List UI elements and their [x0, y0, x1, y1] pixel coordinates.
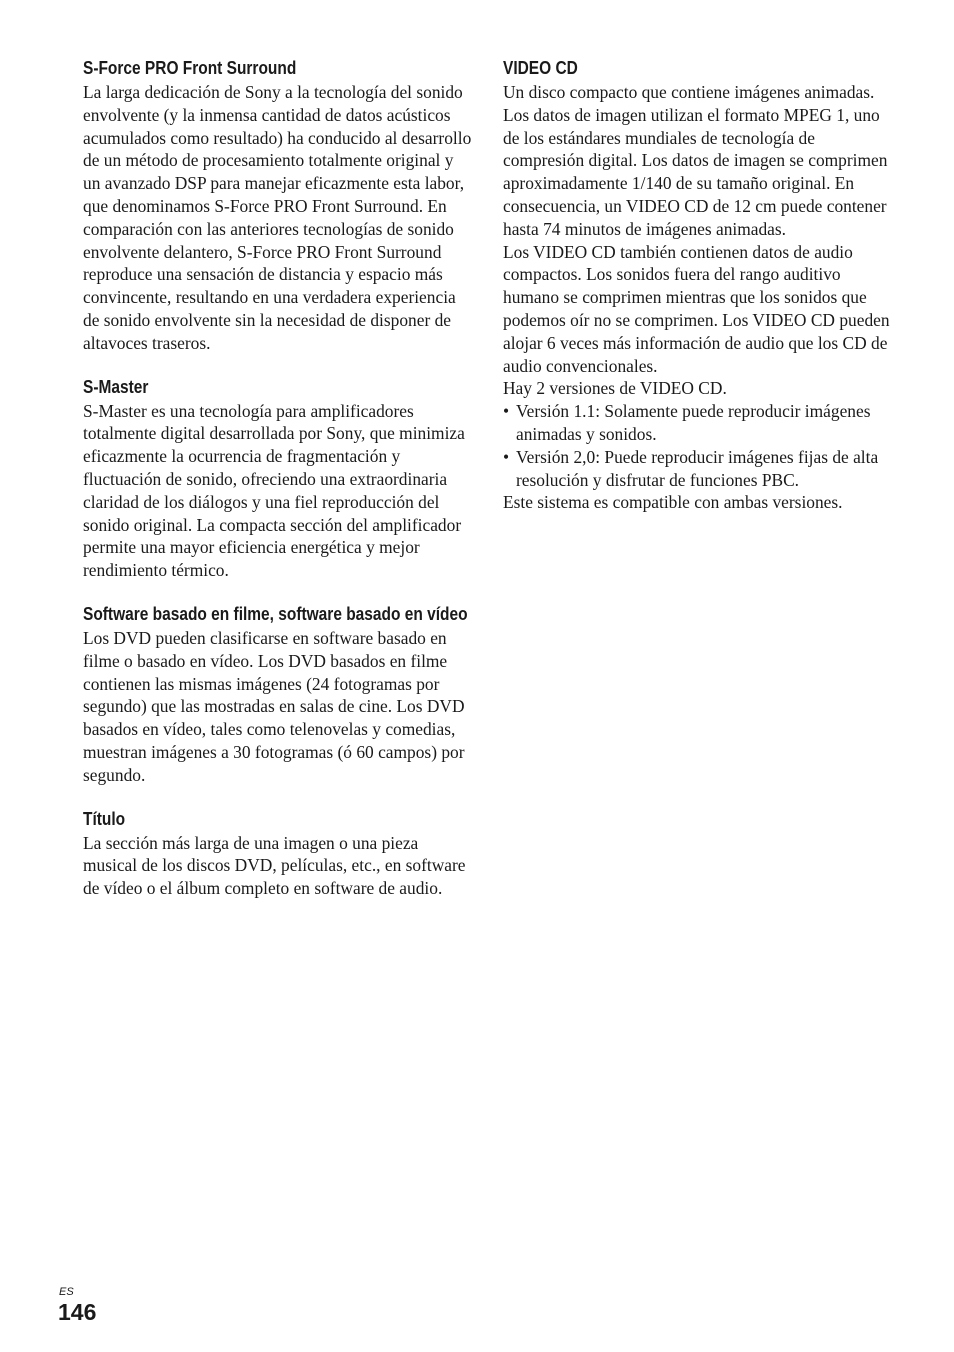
section-text: La sección más larga de una imagen o una pieza musical de los discos DVD, películas, etc., en software de vídeo o el álbum completo en software de audio. — [83, 832, 466, 899]
section-text: Un disco compacto que contiene imágenes animadas. — [503, 82, 875, 102]
section-text: Los VIDEO CD también contienen datos de audio compactos. Los sonidos fuera del rango auditivo humano se comprimen mientras que los sonidos que podemos oír no se comprimen. Los VIDEO CD pueden alojar 6 veces más información de audio que los CD de audio convencionales. — [503, 241, 890, 376]
section-text: Los datos de imagen utilizan el formato MPEG 1, uno de los estándares mundiales de tecnología de compresión digital. Los datos de imagen se comprimen aproximadamente 1/140 de su tamaño original. En consecuencia, un VIDEO CD de 12 cm puede contener hasta 74 minutos de imágenes animadas. — [503, 104, 888, 239]
section-sforce — [83, 56, 475, 355]
left-column — [83, 56, 475, 920]
section-heading: S-Force PRO Front Surround — [83, 58, 297, 78]
section-smaster — [83, 375, 475, 582]
section-text: Los DVD pueden clasificarse en software basado en filme o basado en vídeo. Los DVD basados en filme contienen las mismas imágenes (24 fotogramas por segundo) que las mostradas en salas de cine. Los DVD basados en vídeo, tales como telenovelas y comedias, muestran imágenes a 30 fotogramas (ó 60 campos) por segundo. — [83, 627, 465, 785]
section-heading: Software basado en filme, software basado en vídeo — [83, 603, 468, 624]
section-heading: VIDEO CD — [503, 58, 578, 78]
section-text: Este sistema es compatible con ambas versiones. — [503, 492, 843, 513]
page-number: 146 — [58, 1299, 97, 1325]
section-text: La larga dedicación de Sony a la tecnología del sonido envolvente (y la inmensa cantidad de datos acústicos acumulados como resultado) ha conducido al desarrollo de un método de procesamiento totalmente original y un avanzado DSP para manejar eficazmente esta labor, que denominamos S-Force PRO Front Surround. En comparación con las anteriores tecnologías de sonido envolvente delantero, S-Force PRO Front Surround reproduce una sensación de distancia y espacio más convincente, resultando en una verdadera experiencia de sonido envolvente sin la necesidad de disponer de altavoces traseros. — [83, 82, 472, 353]
section-text: Hay 2 versiones de VIDEO CD. — [503, 378, 727, 399]
section-heading: Título — [83, 808, 126, 829]
section-videocd — [503, 56, 895, 514]
section-heading: S-Master — [83, 376, 149, 397]
section-text: S-Master es una tecnología para amplificadores totalmente digital desarrollada por Sony, que minimiza eficazmente la ocurrencia de fragmentación y fluctuación de sonido, ofreciendo una extraordinaria claridad de los diálogos y una fiel reproducción del sonido original. La compacta sección del amplificador permite una mayor eficiencia energética y mejor rendimiento térmico. — [83, 400, 465, 581]
section-titulo — [83, 807, 475, 900]
section-software — [83, 602, 475, 787]
right-column — [503, 56, 895, 534]
list-item: • Versión 2,0: Puede reproducir imágenes fijas de alta resolución y disfrutar de funciones PBC. — [503, 446, 895, 492]
version-list — [503, 400, 895, 491]
list-item: • Versión 1.1: Solamente puede reproducir imágenes animadas y sonidos. — [503, 400, 895, 446]
page-language-code: ES — [59, 1286, 74, 1298]
